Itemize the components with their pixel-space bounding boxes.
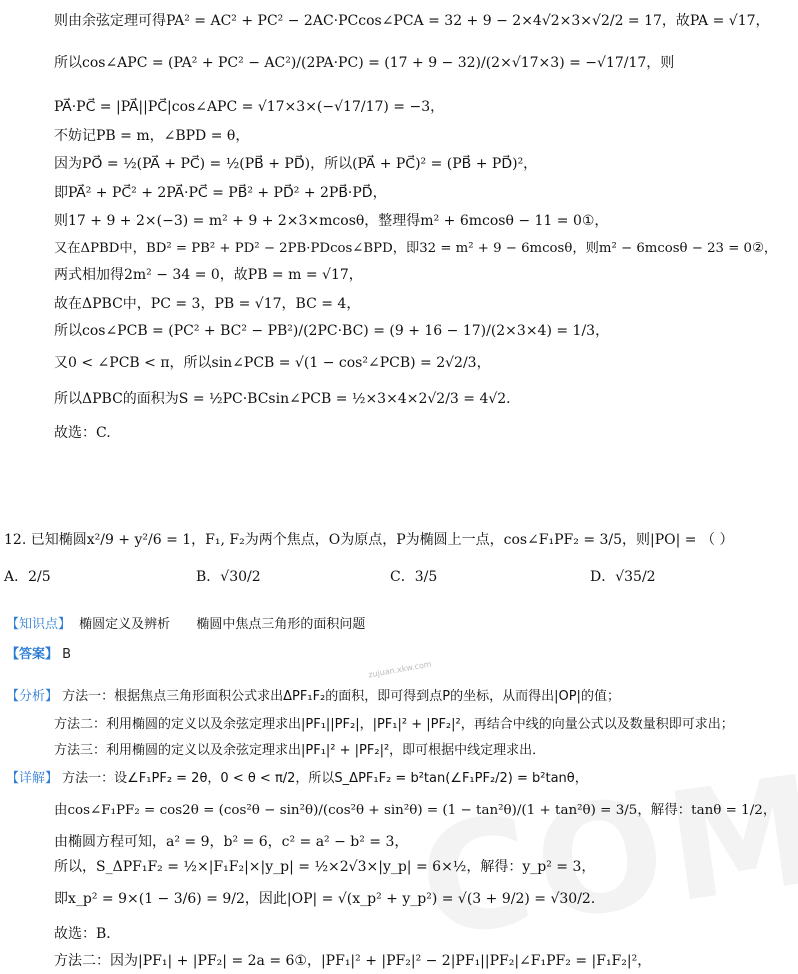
- solution-line: 所以ΔPBC的面积为S = ½PC·BCsin∠PCB = ½×3×4×2√2/3 = 4√2．: [54, 391, 521, 407]
- detail-line: 即x_p² = 9×(1 − 3/6) = 9/2，因此|OP| = √(x_p² + y_p²) = √(3 + 9/2) = √30/2．: [54, 891, 605, 907]
- solution-line: 不妨记PB = m，∠BPD = θ，: [54, 128, 250, 144]
- solution-line: 故在ΔPBC中，PC = 3，PB = √17，BC = 4，: [54, 296, 361, 312]
- solution-line: 又0 < ∠PCB < π，所以sin∠PCB = √(1 − cos²∠PCB) = 2√2/3，: [54, 355, 491, 371]
- detail-line: 故选：B．: [54, 926, 121, 942]
- answer-row: [6, 646, 71, 664]
- detail-line: 方法二：因为|PF₁| + |PF₂| = 2a = 6①，|PF₁|² + |PF₂|² − 2|PF₁||PF₂|∠F₁PF₂ = |F₁F₂|²，: [54, 953, 652, 969]
- solution-line: PA⃗·PC⃗ = |PA⃗||PC⃗|cos∠APC = √17×3×(−√17/17) = −3，: [54, 99, 445, 115]
- knowledge-label: 【知识点】: [6, 617, 72, 632]
- option-c: C．3/5: [390, 569, 438, 585]
- analysis-line: 方法三：利用椭圆的定义以及余弦定理求出|PF₁|² + |PF₂|²，即可根据中线定理求出．: [54, 743, 546, 758]
- detail-line: 由cos∠F₁PF₂ = cos2θ = (cos²θ − sin²θ)/(cos²θ + sin²θ) = (1 − tan²θ)/(1 + tan²θ) = 3/5，解得：tanθ = 1/2，: [54, 803, 777, 818]
- knowledge-item[interactable]: 椭圆定义及辨析: [79, 617, 171, 632]
- knowledge-item[interactable]: 椭圆中焦点三角形的面积问题: [196, 617, 366, 632]
- analysis-row: [6, 688, 620, 706]
- solution-line: 则17 + 9 + 2×(−3) = m² + 9 + 2×3×mcosθ，整理得m² + 6mcosθ − 11 = 0①，: [54, 213, 609, 229]
- detail-line: 所以，S_ΔPF₁F₂ = ½×|F₁F₂|×|y_p| = ½×2√3×|y_p| = 6×½，解得：y_p² = 3，: [54, 859, 596, 875]
- solution-line: 所以cos∠APC = (PA² + PC² − AC²)/(2PA·PC) = (17 + 9 − 32)/(2×√17×3) = −√17/17，则: [54, 55, 675, 71]
- solution-line: 即PA⃗² + PC⃗² + 2PA⃗·PC⃗ = PB⃗² + PD⃗² + 2PB⃗·PD⃗，: [54, 185, 387, 201]
- solution-line: 则由余弦定理可得PA² = AC² + PC² − 2AC·PCcos∠PCA = 32 + 9 − 2×4√2×3×√2/2 = 17，故PA = √17，: [54, 13, 770, 29]
- answer-value: B: [62, 647, 72, 662]
- analysis-line: 方法二：利用椭圆的定义以及余弦定理求出|PF₁||PF₂|，|PF₁|² + |PF₂|²，再结合中线的向量公式以及数量积即可求出；: [54, 717, 734, 732]
- analysis-line: 方法一：根据焦点三角形面积公式求出ΔPF₁F₂的面积，即可得到点P的坐标，从而得出|OP|的值；: [62, 689, 620, 704]
- detail-row: [6, 770, 588, 788]
- option-d: D．√35/2: [590, 569, 656, 585]
- solution-line: 所以cos∠PCB = (PC² + BC² − PB²)/(2PC·BC) = (9 + 16 − 17)/(2×3×4) = 1/3，: [54, 323, 610, 339]
- solution-line: 故选：C.: [54, 425, 111, 441]
- solution-line: 因为PO⃗ = ½(PA⃗ + PC⃗) = ½(PB⃗ + PD⃗)，所以(PA⃗ + PC⃗)² = (PB⃗ + PD⃗)²，: [54, 156, 538, 172]
- solution-line: 两式相加得2m² − 34 = 0，故PB = m = √17，: [54, 267, 363, 283]
- detail-line: 方法一：设∠F₁PF₂ = 2θ，0 < θ < π/2，所以S_ΔPF₁F₂ = b²tan(∠F₁PF₂/2) = b²tanθ，: [62, 771, 588, 786]
- watermark-small: zujuan.xkw.com: [367, 659, 433, 680]
- option-a: A．2/5: [4, 569, 51, 585]
- answer-label: 【答案】: [6, 647, 59, 662]
- option-b: B．√30/2: [196, 569, 261, 585]
- question-stem: 12. 已知椭圆x²/9 + y²/6 = 1，F₁, F₂为两个焦点，O为原点，P为椭圆上一点，cos∠F₁PF₂ = 3/5，则|PO| = （ ）: [4, 532, 734, 548]
- analysis-label: 【分析】: [6, 689, 59, 704]
- solution-line: 又在ΔPBD中，BD² = PB² + PD² − 2PB·PDcos∠BPD，即32 = m² + 9 − 6mcosθ，则m² − 6mcosθ − 23 = 0②，: [54, 241, 778, 256]
- detail-line: 由椭圆方程可知，a² = 9，b² = 6，c² = a² − b² = 3，: [54, 834, 409, 850]
- knowledge-row: [6, 616, 365, 634]
- detail-label: 【详解】: [6, 771, 59, 786]
